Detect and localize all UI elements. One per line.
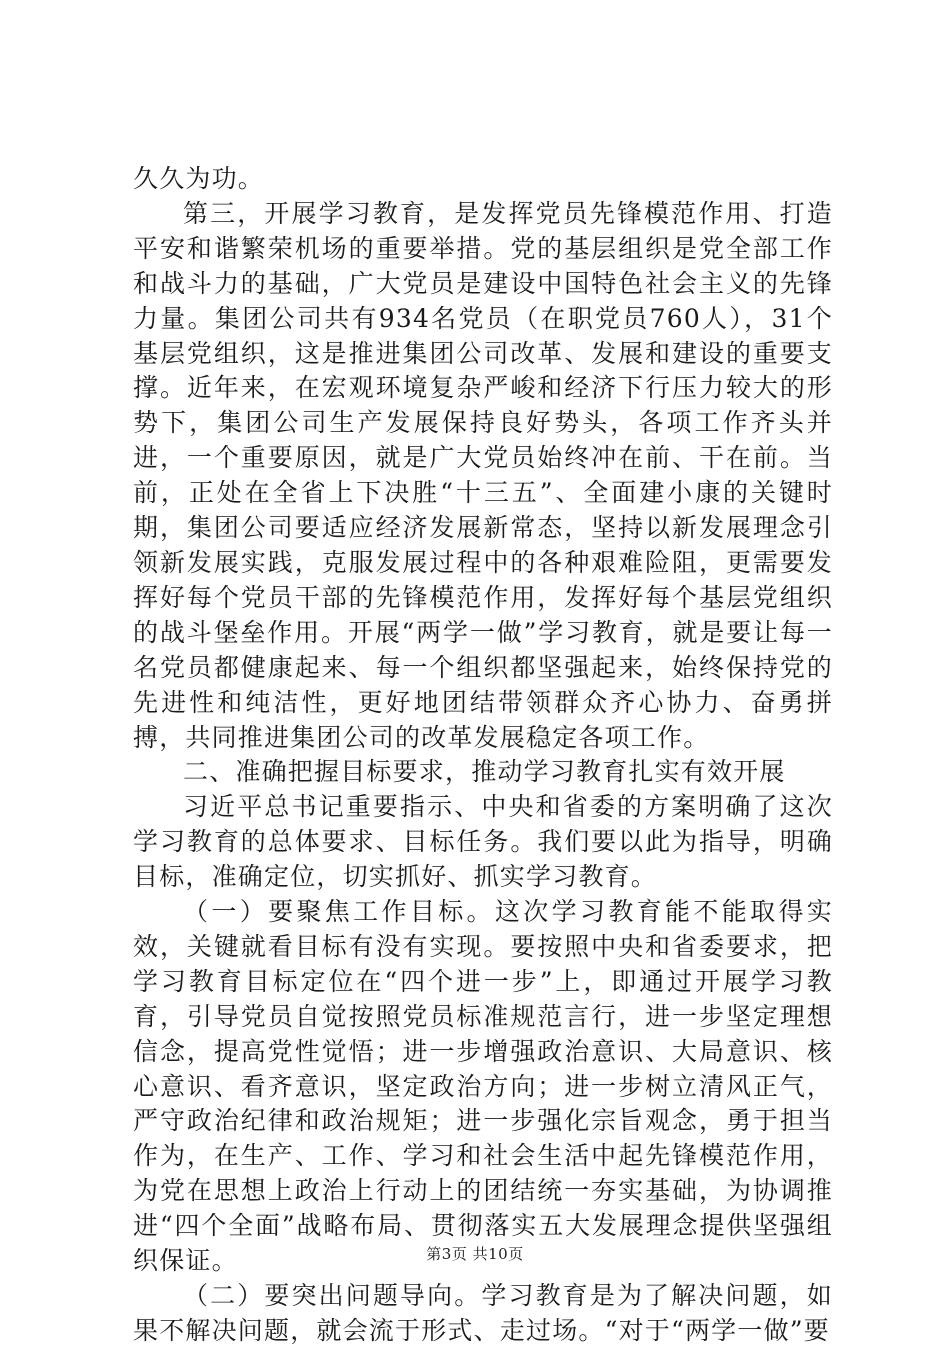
paragraph-subpoint-1: （一）要聚焦工作目标。这次学习教育能不能取得实效，关键就看目标有没有实现。要按照中央和省委要求，把学习教育目标定位在“四个进一步”上，即通过开展学习教育，引导党员自觉按照党员标准规范言行，进一步坚定理想信念，提高党性觉悟；进一步增强政治意识、大局意识、核心意识、看齐意识，坚定政治方向；进一步树立清风正气，严守政治纪律和政治规矩；进一步强化宗旨观念，勇于担当作为，在生产、工作、学习和社会生活中起先锋模范作用，为党在思想上政治上行动上的团结统一夯实基础，为协调推进“四个全面”战略布局、贯彻落实五大发展理念提供坚强组织保证。 <box>133 897 833 1276</box>
paragraph-subpoint-2: （二）要突出问题导向。学习教育是为了解决问题，如果不解决问题，就会流于形式、走过场。“对于“两学一做”要 <box>133 1281 833 1345</box>
section-heading-2: 二、准确把握目标要求，推动学习教育扎实有效开展 <box>183 757 786 787</box>
paragraph-section-intro: 习近平总书记重要指示、中央和省委的方案明确了这次学习教育的总体要求、目标任务。我们要以此为指导，明确目标，准确定位，切实抓好、抓实学习教育。 <box>133 792 833 892</box>
paragraph-third-point: 第三，开展学习教育，是发挥党员先锋模范作用、打造平安和谐繁荣机场的重要举措。党的基层组织是党全部工作和战斗力的基础，广大党员是建设中国特色社会主义的先锋力量。集团公司共有934名党员（在职党员760人），31个基层党组织，这是推进集团公司改革、发展和建设的重要支撑。近年来，在宏观环境复杂严峻和经济下行压力较大的形势下，集团公司生产发展保持良好势头，各项工作齐头并进，一个重要原因，就是广大党员始终冲在前、干在前。当前，正处在全省上下决胜“十三五”、全面建小康的关键时期，集团公司要适应经济发展新常态，坚持以新发展理念引领新发展实践，克服发展过程中的各种艰难险阻，更需要发挥好每个党员干部的先锋模范作用，发挥好每个基层党组织的战斗堡垒作用。开展“两学一做”学习教育，就是要让每一名党员都健康起来、每一个组织都坚强起来，始终保持党的先进性和纯洁性，更好地团结带领群众齐心协力、奋勇拼搏，共同推进集团公司的改革发展稳定各项工作。 <box>133 198 833 752</box>
paragraph-continuation: 久久为功。 <box>133 164 265 193</box>
page-number-footer: 第3页 共10页 <box>426 1245 524 1263</box>
document-body <box>133 162 833 1349</box>
